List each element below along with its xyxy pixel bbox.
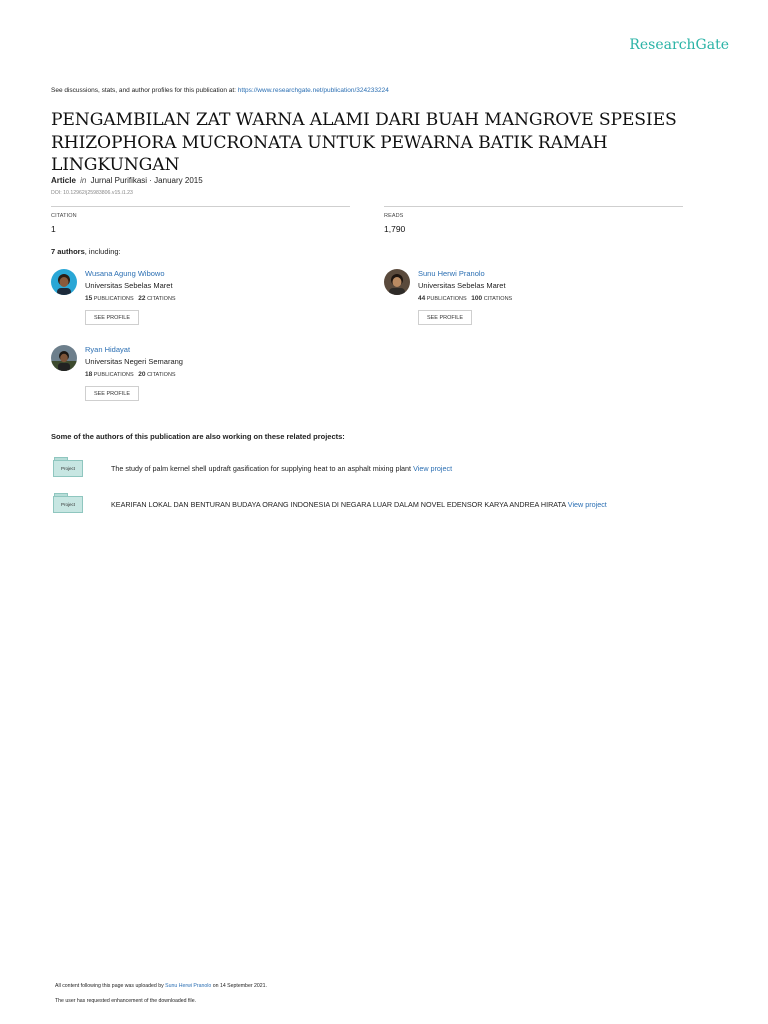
author-publications-count: 15	[85, 295, 93, 302]
researchgate-logo[interactable]: ResearchGate	[629, 37, 729, 53]
author-citations-label: CITATIONS	[147, 372, 176, 378]
view-project-link[interactable]: View project	[567, 500, 607, 509]
upload-note	[55, 983, 267, 989]
project-title: KEARIFAN LOKAL DAN BENTURAN BUDAYA ORANG INDONESIA DI NEGARA LUAR DALAM NOVEL EDENSOR KARYA ANDREA HIRATA	[111, 500, 568, 509]
publication-url-link[interactable]: https://www.researchgate.net/publication/324233224	[237, 87, 389, 94]
citation-count: 1	[51, 224, 56, 234]
author-stats	[85, 371, 176, 378]
author-citations-count: 100	[471, 295, 483, 302]
author-institution: Universitas Sebelas Maret	[418, 281, 506, 290]
doi: DOI: 10.12962/j25983806.v15.i1.23	[51, 190, 133, 196]
author-institution: Universitas Sebelas Maret	[85, 281, 173, 290]
discussion-text: See discussions, stats, and author profiles for this publication at:	[51, 87, 238, 94]
authors-count-number: 7 authors	[51, 247, 85, 256]
author-publications-label: PUBLICATIONS	[93, 372, 134, 378]
author-name[interactable]: Ryan Hidayat	[85, 345, 131, 354]
authors-count	[51, 247, 121, 256]
citation-label: CITATION	[51, 213, 77, 219]
divider-reads	[384, 206, 683, 207]
author-stats	[85, 295, 176, 302]
in-word: in	[80, 176, 87, 185]
journal-date: Jurnal Purifikasi · January 2015	[90, 176, 203, 185]
author-citations-label: CITATIONS	[483, 296, 513, 302]
author-citations-count: 22	[138, 295, 146, 302]
publication-title: PENGAMBILAN ZAT WARNA ALAMI DARI BUAH MANGROVE SPESIES RHIZOPHORA MUCRONATA UNTUK PEWARNA BATIK RAMAH LINGKUNGAN	[51, 110, 677, 175]
authors-count-suffix: , including:	[84, 247, 121, 256]
author-publications-label: PUBLICATIONS	[426, 296, 467, 302]
author-publications-count: 18	[85, 371, 93, 378]
discussion-line	[51, 87, 389, 94]
divider-citation	[51, 206, 350, 207]
folder-icon	[53, 493, 83, 513]
see-profile-button[interactable]: SEE PROFILE	[418, 310, 472, 325]
reads-label: READS	[384, 213, 404, 219]
author-stats	[418, 295, 512, 302]
avatar[interactable]	[51, 269, 77, 295]
avatar[interactable]	[51, 345, 77, 371]
see-profile-button[interactable]: SEE PROFILE	[85, 386, 139, 401]
folder-label: Project	[60, 502, 75, 507]
uploader-link[interactable]: Sunu Herwi Pranolo	[165, 983, 212, 989]
folder-label: Project	[60, 466, 75, 471]
project-item	[111, 464, 452, 473]
author-publications-count: 44	[418, 295, 426, 302]
author-institution: Universitas Negeri Semarang	[85, 357, 183, 366]
upload-suffix: on 14 September 2021.	[211, 983, 267, 989]
project-title: The study of palm kernel shell updraft gasification for supplying heat to an asphalt mixing plant	[111, 464, 414, 473]
related-projects-heading: Some of the authors of this publication are also working on these related projects:	[51, 432, 345, 441]
author-card	[51, 269, 351, 339]
view-project-link[interactable]: View project	[413, 464, 453, 473]
author-citations-label: CITATIONS	[147, 296, 176, 302]
enhancement-note: The user has requested enhancement of the downloaded file.	[55, 998, 197, 1004]
project-item	[111, 500, 607, 509]
publication-meta	[51, 176, 203, 185]
publication-type: Article	[51, 176, 76, 185]
author-name[interactable]: Wusana Agung Wibowo	[85, 269, 165, 278]
upload-prefix: All content following this page was uploaded by	[55, 983, 166, 989]
author-publications-label: PUBLICATIONS	[93, 296, 134, 302]
author-name[interactable]: Sunu Herwi Pranolo	[418, 269, 485, 278]
avatar[interactable]	[384, 269, 410, 295]
see-profile-button[interactable]: SEE PROFILE	[85, 310, 139, 325]
author-card	[51, 345, 351, 415]
reads-count: 1,790	[384, 224, 406, 234]
author-card	[384, 269, 684, 339]
author-citations-count: 20	[138, 371, 146, 378]
folder-icon	[53, 457, 83, 477]
